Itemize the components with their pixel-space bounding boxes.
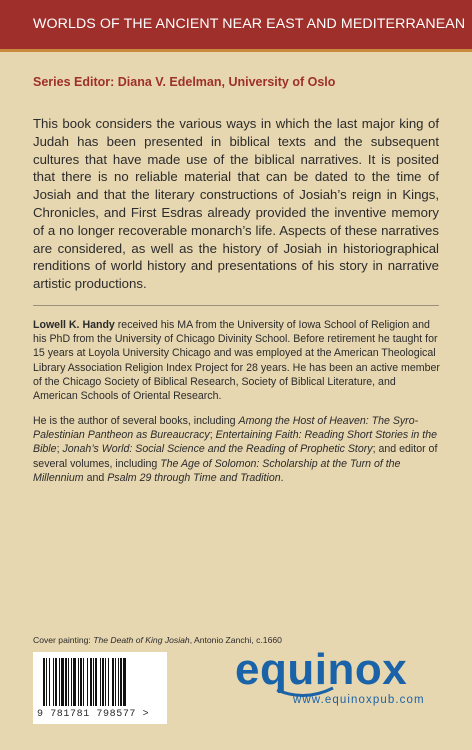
isbn-digits: 9 781781 798577 bbox=[37, 709, 137, 720]
cover-credit-prefix: Cover painting: bbox=[33, 635, 94, 645]
works-text-2: ; bbox=[209, 429, 216, 442]
work-title-1: Among the Host of Heaven: The Syro-Palestinian Pantheon as Bureaucracy bbox=[33, 415, 419, 442]
works-text-4: ; and editor of several volumes, including bbox=[33, 443, 438, 470]
works-text-1: He is the author of several books, including bbox=[33, 415, 239, 427]
book-description: This book considers the various ways in which the last major king of Judah has been presented in biblical texts and the subsequent cultures that have made use of the biblical narratives. It is posited that there is no reliable material that can be dated to the time of Josiah and that the literary constructions of Josiah’s reign in Kings, Chronicles, and First Esdras already provided the inventive memory of a no longer recoverable monarch’s life. Aspects of these narratives are considered, as well as the history of Josiah in historiographical renditions of world history and presentations of his story in narrative artistic productions. bbox=[33, 116, 439, 292]
publisher-name: equinox bbox=[235, 645, 408, 694]
cover-painting-title: The Death of King Josiah bbox=[93, 635, 190, 645]
isbn-barcode bbox=[33, 652, 167, 724]
works-text-6: . bbox=[280, 471, 284, 484]
work-title-2: Entertaining Faith: Reading Short Stories in the Bible bbox=[33, 429, 437, 456]
cover-credit-suffix: , Antonio Zanchi, c.1660 bbox=[189, 635, 282, 645]
divider bbox=[33, 305, 439, 306]
works-text-3: ; bbox=[56, 443, 63, 456]
series-title: WORLDS OF THE ANCIENT NEAR EAST AND MEDITERRANEAN bbox=[33, 16, 466, 32]
author-bio bbox=[33, 318, 441, 403]
publisher-logo bbox=[235, 645, 445, 712]
barcode-icon bbox=[43, 658, 157, 708]
isbn-number bbox=[37, 709, 165, 720]
author-name: Lowell K. Handy bbox=[33, 319, 115, 331]
work-title-3: Jonah’s World: Social Science and the Reading of Prophetic Story bbox=[62, 443, 373, 456]
series-editor: Series Editor: Diana V. Edelman, University of Oslo bbox=[33, 75, 336, 89]
work-title-5: Psalm 29 through Time and Tradition bbox=[107, 471, 281, 484]
publisher-url: www.equinoxpub.com bbox=[293, 694, 425, 706]
works-text-5: and bbox=[83, 471, 108, 484]
cover-credit bbox=[33, 635, 282, 645]
author-bio-text: received his MA from the University of Iowa School of Religion and his PhD from the University of Chicago Divinity School. Before retirement he taught for 15 years at Loyola University Chicago and was employed at the American Theological Library Association Religion Index Project for 28 years. He has been an active member of the Chicago Society of Biblical Research, Society of Biblical Literature, and American Schools of Oriental Research. bbox=[33, 319, 440, 403]
series-banner bbox=[0, 0, 472, 52]
isbn-suffix: > bbox=[142, 709, 150, 720]
author-works bbox=[33, 414, 441, 485]
work-title-4: The Age of Solomon: Scholarship at the Turn of the Millennium bbox=[33, 457, 401, 484]
